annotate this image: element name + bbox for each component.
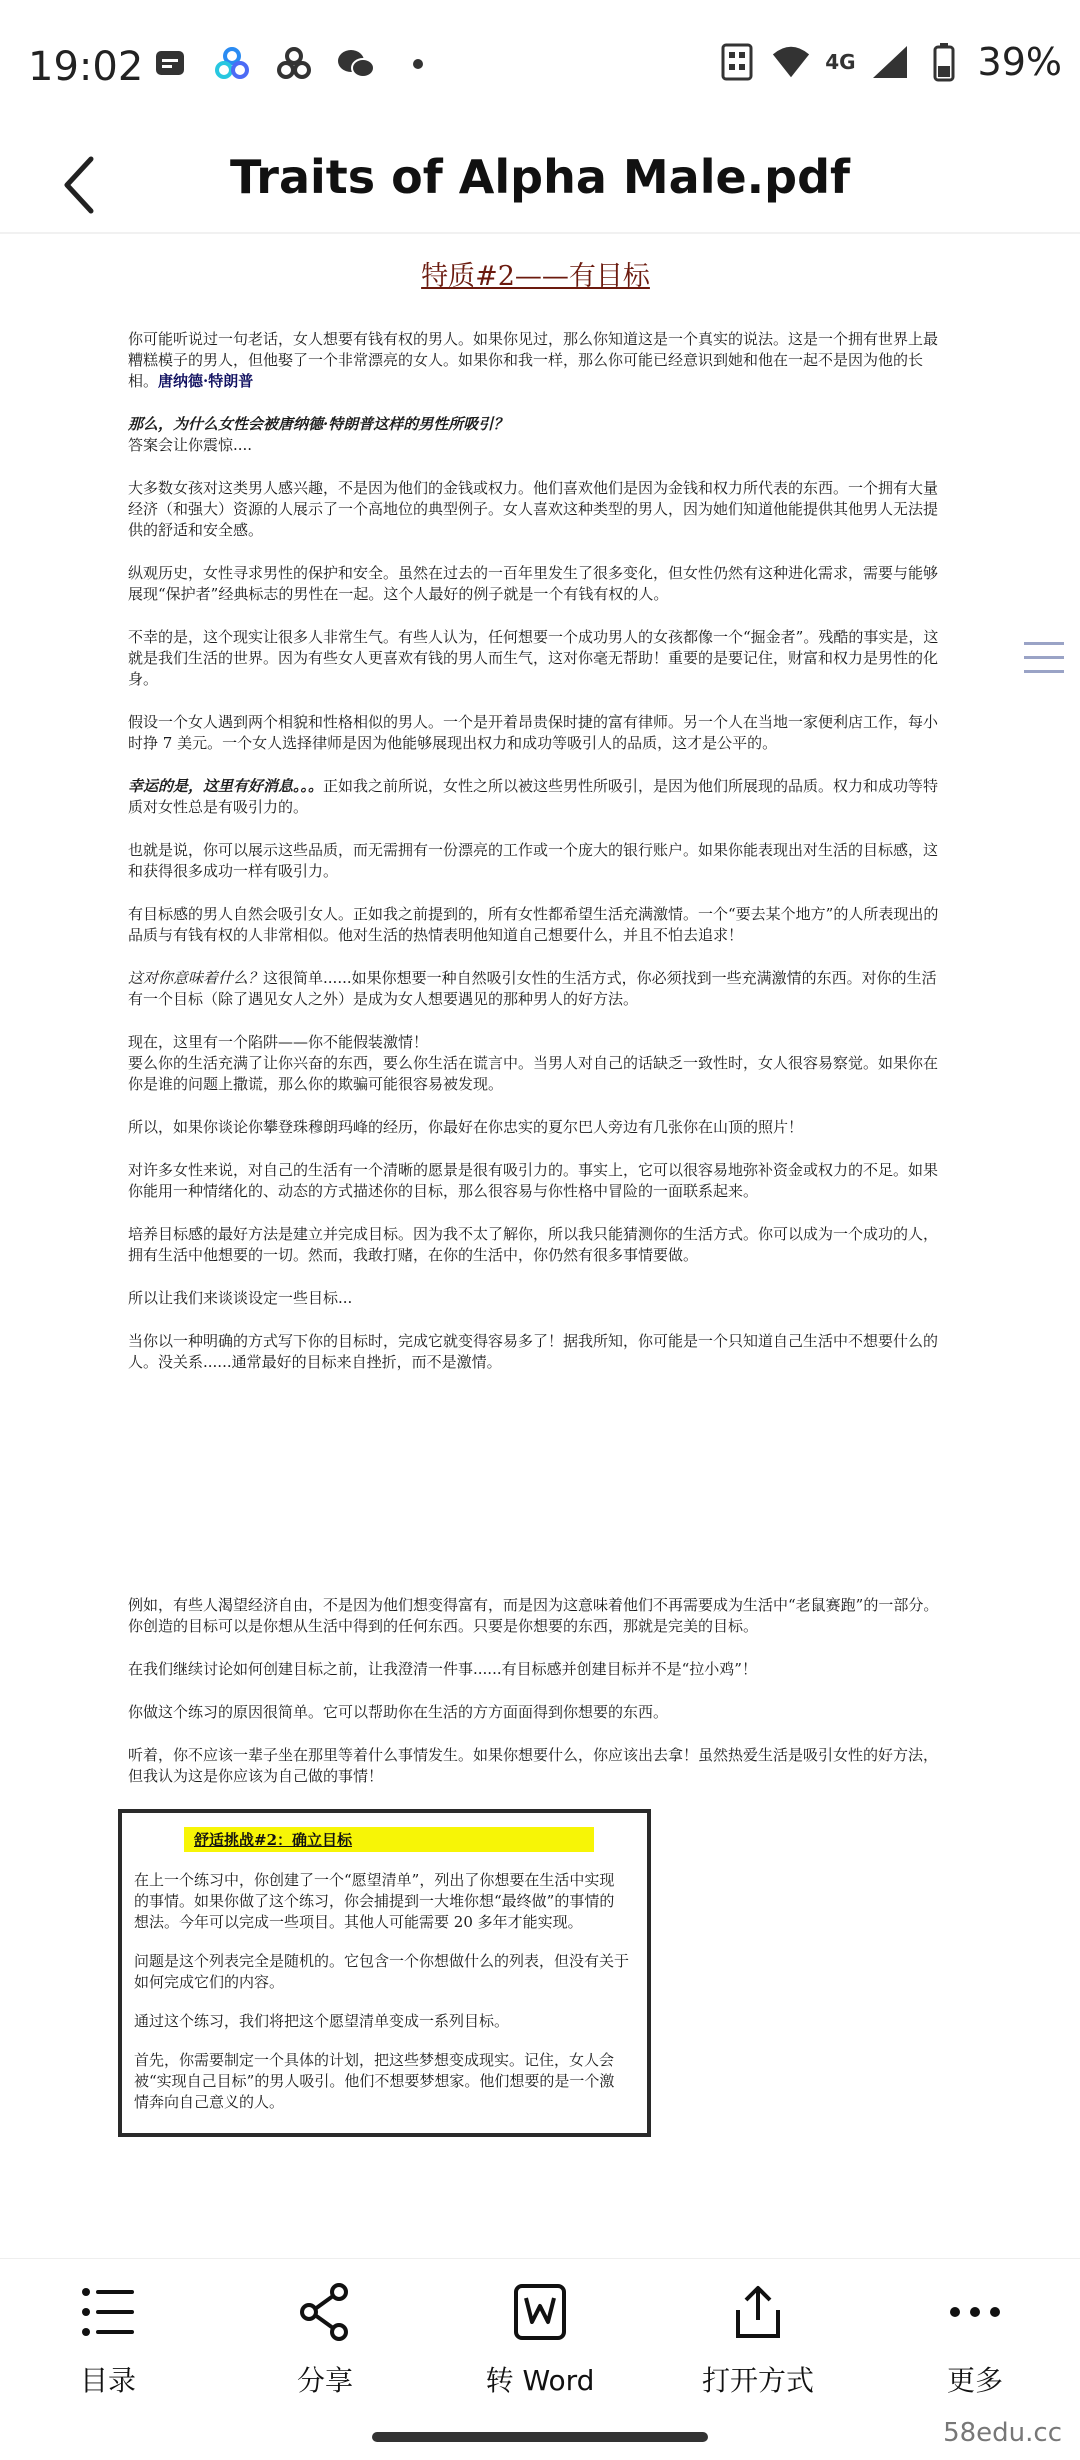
more-label: 更多: [946, 2364, 1003, 2397]
paragraph: 对许多女性来说，对自己的生活有一个清晰的愿景是很有吸引力的。事实上，它可以很容易地弥补资金或权力的不足。如果你能用一种情绪化的、动态的方式描述你的目标，那么很容易与你性格中冒险的一面联系起来。: [128, 1161, 939, 1200]
header: [0, 130, 1080, 230]
wifi-icon: [771, 42, 811, 82]
paragraph: 在我们继续讨论如何创建目标之前，让我澄清一件事......有目标感并创建目标并不是“拉小鸡”！: [128, 1660, 757, 1678]
share-label: 分享: [296, 2364, 353, 2397]
open-with-icon: [728, 2282, 788, 2342]
app-icon-2: [274, 44, 314, 84]
header-divider: [0, 232, 1080, 234]
exercise-title-highlight: [184, 1827, 594, 1852]
outline-toggle[interactable]: [1022, 636, 1066, 680]
paragraph: 现在，这里有一个陷阱——你不能假装激情！ 要么你的生活充满了让你兴奋的东西，要么你生活在谎言中。当男人对自己的话缺乏一致性时，女人很容易察觉。如果你在你是谁的问题上撒谎，那么你的欺骗可能很容易被发现。: [128, 1033, 939, 1093]
pdf-page[interactable]: [0, 236, 1080, 2256]
menu-icon: [1022, 636, 1066, 680]
exercise-title: 舒适挑战#2：确立目标: [194, 1831, 353, 1849]
name-highlight: 唐纳德·特朗普: [158, 372, 254, 390]
open-with-button[interactable]: [678, 2277, 838, 2399]
paragraph: 那么，为什么女性会被唐纳德·特朗普这样的男性所吸引？ 答案会让你震惊....: [128, 415, 509, 454]
question-text: 那么，为什么女性会被唐纳德·特朗普这样的男性所吸引？: [128, 415, 509, 433]
signal-icon: [870, 42, 910, 82]
word-icon: [510, 2282, 570, 2342]
paragraph: 不幸的是，这个现实让很多人非常生气。有些人认为，任何想要一个成功男人的女孩都像一个“掘金者”。残酷的事实是，这就是我们生活的世界。因为有些女人更喜欢有钱的男人而生气，这对你毫无帮助！重要的是要记住，财富和权力是男性的化身。: [128, 628, 939, 688]
battery-icon: [924, 42, 964, 82]
to-word-label: 转 Word: [485, 2364, 595, 2397]
paragraph: 你做这个练习的原因很简单。它可以帮助你在生活的方方面面得到你想要的东西。: [128, 1703, 669, 1721]
paragraph: 假设一个女人遇到两个相貌和性格相似的男人。一个是开着昂贵保时捷的富有律师。另一个人在当地一家便利店工作，每小时挣 7 美元。一个女人选择律师是因为他能够展现出权力和成功等吸引人的品质，这才是公平的。: [128, 713, 939, 752]
paragraph: 当你以一种明确的方式写下你的目标时，完成它就变得容易多了！据我所知，你可能是一个只知道自己生活中不想要什么的人。没关系......通常最好的目标来自挫折，而不是激情。: [128, 1332, 939, 1371]
exercise-paragraph: 首先，你需要制定一个具体的计划，把这些梦想变成现实。记住，女人会被“实现自己目标”的男人吸引。他们不想要梦想家。他们想要的是一个激情奔向自己意义的人。: [134, 2051, 615, 2111]
paragraph: 有目标感的男人自然会吸引女人。正如我之前提到的，所有女性都希望生活充满激情。一个“要去某个地方”的人所表现出的品质与有钱有权的人非常相似。他对生活的热情表明他知道自己想要什么，并且不怕去追求！: [128, 905, 939, 944]
paragraph: 这对你意味着什么？这很简单......如果你想要一种自然吸引女性的生活方式，你必须找到一些充满激情的东西。对你的生活有一个目标（除了遇见女人之外）是成为女人想要遇见的那种男人的好方法。: [128, 969, 937, 1008]
toc-label: 目录: [79, 2364, 136, 2397]
paragraph: 你可能听说过一句老话，女人想要有钱有权的男人。如果你见过，那么你知道这是一个真实的说法。这是一个拥有世界上最糟糕模子的男人，但他娶了一个非常漂亮的女人。如果你和我一样，那么你可能已经意识到她和他在一起不是因为他的长相。唐纳德·特朗普: [128, 330, 939, 390]
status-time: 19:02: [28, 44, 144, 90]
share-button[interactable]: [245, 2277, 405, 2399]
open-with-label: 打开方式: [701, 2364, 814, 2397]
more-icon: [945, 2282, 1005, 2342]
share-icon: [295, 2282, 355, 2342]
list-icon: [78, 2282, 138, 2342]
paragraph: 大多数女孩对这类男人感兴趣，不是因为他们的金钱或权力。他们喜欢他们是因为金钱和权力所代表的东西。一个拥有大量经济（和强大）资源的人展示了一个高地位的典型例子。女人喜欢这种类型的男人，因为她们知道他能提供其他男人无法提供的舒适和安全感。: [128, 479, 939, 539]
exercise-paragraph: 通过这个练习，我们将把这个愿望清单变成一系列目标。: [134, 2012, 510, 2030]
chapter-title: 特质#2——有目标: [421, 261, 650, 292]
more-button[interactable]: [895, 2277, 1055, 2399]
paragraph: 听着，你不应该一辈子坐在那里等着什么事情发生。如果你想要什么，你应该出去拿！虽然热爱生活是吸引女性的好方法，但我认为这是你应该为自己做的事情！: [128, 1746, 939, 1785]
watermark: 58edu.cc: [943, 2418, 1062, 2448]
document-title: Traits of Alpha Male.pdf: [229, 150, 851, 204]
nfc-icon: [717, 42, 757, 82]
bottom-toolbar: [0, 2258, 1080, 2409]
app-icon: [212, 44, 252, 84]
paragraph: 幸运的是，这里有好消息。。。正如我之前所说，女性之所以被这些男性所吸引，是因为他们所展现的品质。权力和成功等特质对女性总是有吸引力的。: [128, 777, 939, 816]
good-news-text: 幸运的是，这里有好消息。。。: [128, 777, 324, 795]
paragraph: 纵观历史，女性寻求男性的保护和安全。虽然在过去的一百年里发生了很多变化，但女性仍然有这种进化需求，需要与能够展现“保护者”经典标志的男性在一起。这个人最好的例子就是一个有钱有权的人。: [128, 564, 939, 603]
paragraph: 所以让我们来谈谈设定一些目标...: [128, 1289, 353, 1307]
question-text: 这对你意味着什么？: [128, 969, 264, 987]
paragraph: 培养目标感的最好方法是建立并完成目标。因为我不太了解你，所以我只能猜测你的生活方式。你可以成为一个成功的人，拥有生活中他想要的一切。然而，我敢打赌，在你的生活中，你仍然有很多事情要做。: [128, 1225, 939, 1264]
message-icon: [150, 44, 190, 84]
notification-icons: [150, 44, 438, 84]
status-bar: [0, 0, 1080, 130]
network-type: 4G: [825, 50, 856, 74]
exercise-box: [118, 1809, 651, 2137]
exercise-paragraph: 在上一个练习中，你创建了一个“愿望清单”，列出了你想要在生活中实现的事情。如果你做了这个练习，你会捕提到一大堆你想“最终做”的事情的想法。今年可以完成一些项目。其他人可能需要 20 多年才能实现。: [134, 1871, 615, 1931]
toc-button[interactable]: [28, 2277, 188, 2399]
battery-level: 39%: [977, 40, 1062, 84]
home-indicator[interactable]: [372, 2432, 708, 2442]
page-break: [128, 1395, 943, 1595]
exercise-paragraph: 问题是这个列表完全是随机的。它包含一个你想做什么的列表，但没有关于如何完成它们的内容。: [134, 1952, 630, 1991]
paragraph: 也就是说，你可以展示这些品质，而无需拥有一份漂亮的工作或一个庞大的银行账户。如果你能表现出对生活的目标感，这和获得很多成功一样有吸引力。: [128, 841, 939, 880]
paragraph: 所以，如果你谈论你攀登珠穆朗玛峰的经历，你最好在你忠实的夏尔巴人旁边有几张你在山顶的照片！: [128, 1118, 804, 1136]
to-word-button[interactable]: [460, 2277, 620, 2399]
dot-icon: [398, 44, 438, 84]
wechat-icon: [336, 44, 376, 84]
status-right: [717, 40, 1062, 84]
paragraph: 例如，有些人渴望经济自由，不是因为他们想变得富有，而是因为这意味着他们不再需要成为生活中“老鼠赛跑”的一部分。你创造的目标可以是你想从生活中得到的任何东西。只要是你想要的东西，那就是完美的目标。: [128, 1596, 939, 1635]
pdf-content: [128, 236, 943, 2137]
